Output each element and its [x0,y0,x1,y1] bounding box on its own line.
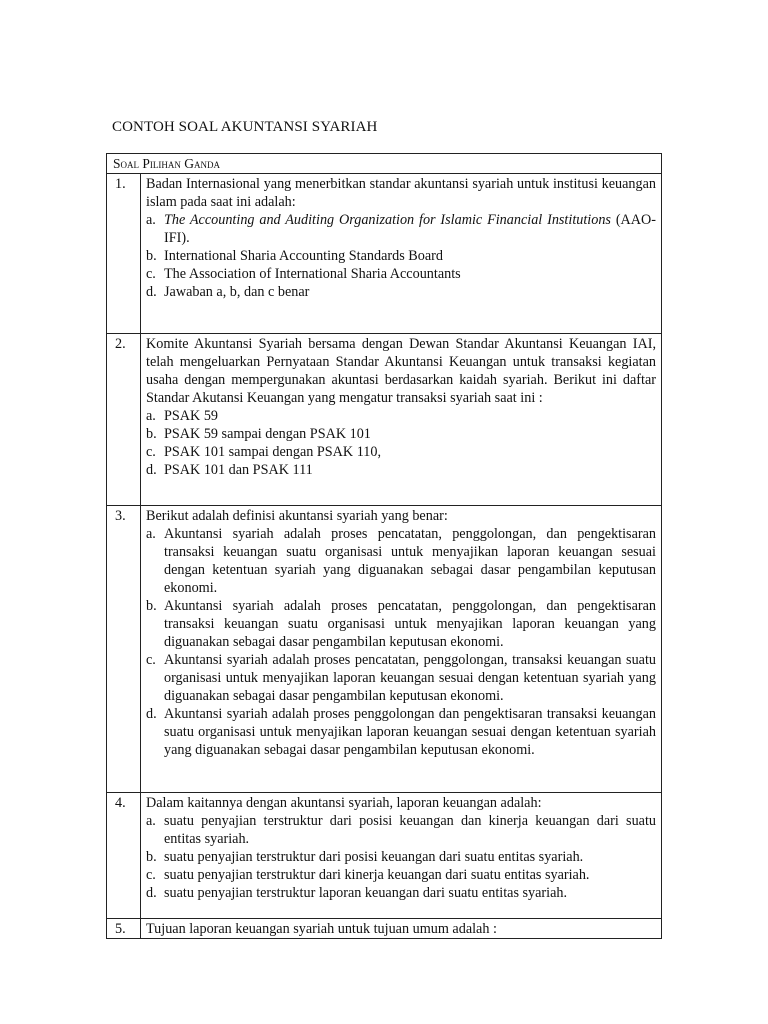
option-list [146,407,656,479]
option-letter: a. [146,212,156,228]
question-row-2 [107,334,662,506]
question-table [106,153,662,939]
option-text-rest: (AAO-IFI). [164,212,657,246]
option-d [146,884,656,902]
option-letter: d. [146,462,157,478]
question-row-4 [107,793,662,919]
option-list [146,812,656,902]
option-text: Akuntansi syariah adalah proses penggolongan dan pengektisaran transaksi keuangan suatu organisasi untuk menyajikan laporan keuangan sesuai dengan ketentuan syariah yang diguanakan sebagai dasar pengambilan keputusan ekonomi. [164,706,656,758]
page-title: CONTOH SOAL AKUNTANSI SYARIAH [112,119,378,135]
question-stem: Komite Akuntansi Syariah bersama dengan Dewan Standar Akuntansi Keuangan IAI, telah mengeluarkan Pernyataan Standar Akuntansi Keuangan untuk transaksi kegiatan usaha dengan mempergunakan akuntasi berdasarkan kaidah syariah. Berikut ini daftar Standar Akutansi Keuangan yang mengatur transaksi syariah saat ini : [146,336,656,406]
option-text: suatu penyajian terstruktur dari posisi keuangan dan kinerja keuangan dari suatu entitas syariah. [164,813,656,847]
option-letter: c. [146,444,156,460]
section-label: Soal Pilihan Ganda [113,156,221,171]
section-header-row [107,154,662,174]
option-d [146,283,656,301]
option-b [146,848,656,866]
option-letter: c. [146,867,156,883]
question-body [141,174,662,334]
option-text: The Association of International Sharia Accountants [164,266,461,282]
option-c [146,651,656,705]
option-text: suatu penyajian terstruktur dari kinerja keuangan dari suatu entitas syariah. [164,867,590,883]
option-a [146,812,656,848]
option-a [146,407,656,425]
option-letter: a. [146,526,156,542]
question-body [141,334,662,506]
option-list [146,525,656,759]
question-row-3 [107,506,662,793]
option-c [146,866,656,884]
question-body [141,793,662,919]
option-letter: b. [146,849,157,865]
option-letter: b. [146,426,157,442]
question-stem: Berikut adalah definisi akuntansi syariah yang benar: [146,508,448,524]
option-text [164,211,656,247]
option-text: Jawaban a, b, dan c benar [164,284,310,300]
option-text: suatu penyajian terstruktur laporan keuangan dari suatu entitas syariah. [164,885,568,901]
option-d [146,705,656,759]
option-letter: b. [146,248,157,264]
question-stem: Badan Internasional yang menerbitkan standar akuntansi syariah untuk institusi keuangan islam pada saat ini adalah: [146,176,656,210]
question-stem: Dalam kaitannya dengan akuntansi syariah, laporan keuangan adalah: [146,795,542,811]
question-stem: Tujuan laporan keuangan syariah untuk tujuan umum adalah : [146,921,497,937]
question-number: 2. [107,334,141,506]
option-text: Akuntansi syariah adalah proses pencatatan, penggolongan, dan pengektisaran transaksi keuangan suatu organisasi untuk menyajikan laporan keuangan yang diguanakan sebagai dasar pengambilan keputusan ekonomi. [164,598,656,650]
option-letter: b. [146,598,157,614]
option-letter: d. [146,706,157,722]
option-a [146,525,656,597]
option-text: Akuntansi syariah adalah proses pencatatan, penggolongan, transaksi keuangan suatu organisasi untuk menyajikan laporan keuangan sesuai dengan ketentuan syariah yang diguanakan sebagai dasar pengambilan keputusan ekonomi. [164,652,656,704]
option-c [146,265,656,283]
option-letter: c. [146,652,156,668]
question-body [141,506,662,793]
option-text: PSAK 59 sampai dengan PSAK 101 [164,426,371,442]
option-letter: d. [146,284,157,300]
option-text: Akuntansi syariah adalah proses pencatatan, penggolongan, dan pengektisaran transaksi keuangan suatu organisasi untuk menyajikan laporan keuangan sesuai dengan ketentuan syariah yang diguanakan sebagai dasar pengambilan keputusan ekonomi. [164,526,656,596]
option-text: PSAK 101 sampai dengan PSAK 110, [164,444,382,460]
option-d [146,461,656,479]
question-number: 1. [107,174,141,334]
option-list [146,211,656,301]
question-number: 4. [107,793,141,919]
option-text: International Sharia Accounting Standards Board [164,248,443,264]
section-header [107,154,662,174]
question-row-5 [107,919,662,939]
question-row-1 [107,174,662,334]
option-letter: d. [146,885,157,901]
option-b [146,597,656,651]
option-letter: a. [146,408,156,424]
option-text: suatu penyajian terstruktur dari posisi keuangan dari suatu entitas syariah. [164,849,584,865]
option-c [146,443,656,461]
option-text: PSAK 59 [164,408,219,424]
question-number: 5. [107,919,141,939]
option-b [146,247,656,265]
option-a [146,211,656,247]
option-text: PSAK 101 dan PSAK 111 [164,462,313,478]
option-text-italic: The Accounting and Auditing Organization for Islamic Financial Institutions [164,212,611,228]
question-number: 3. [107,506,141,793]
option-letter: a. [146,813,156,829]
question-body [141,919,662,939]
option-b [146,425,656,443]
option-letter: c. [146,266,156,282]
